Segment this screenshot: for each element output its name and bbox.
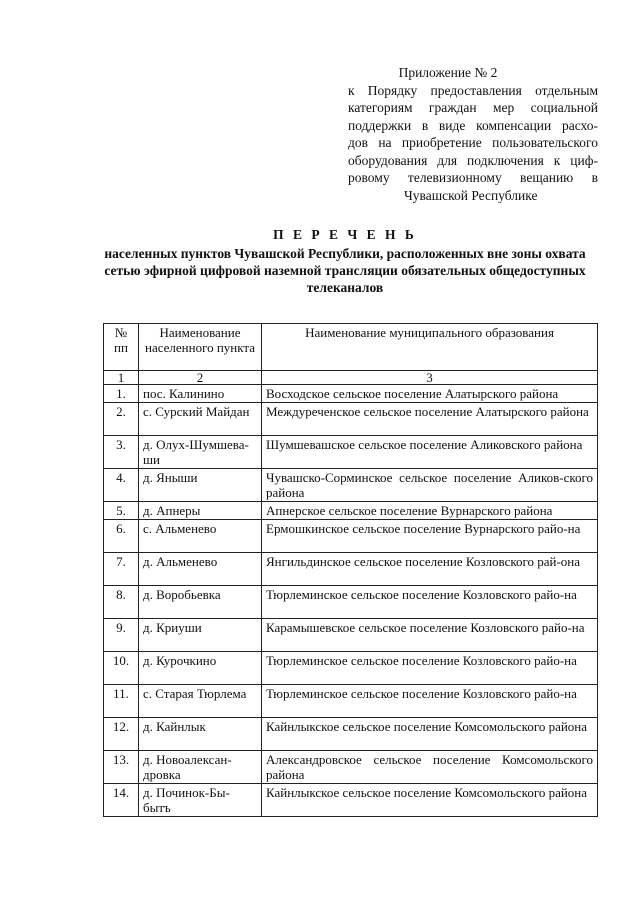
row-number: 9. [104, 619, 139, 652]
column-number-row [104, 371, 598, 385]
row-number: 6. [104, 520, 139, 553]
row-settlement: д. Починок-Бы-бытъ [139, 784, 262, 817]
row-number: 5. [104, 502, 139, 520]
row-municipality: Кайнлыкское сельское поселение Комсомольского района [262, 718, 598, 751]
row-settlement: с. Сурский Майдан [139, 403, 262, 436]
row-settlement: д. Курочкино [139, 652, 262, 685]
row-number: 14. [104, 784, 139, 817]
row-number: 2. [104, 403, 139, 436]
table-row [104, 436, 598, 469]
row-settlement: д. Апнеры [139, 502, 262, 520]
row-number: 12. [104, 718, 139, 751]
row-number: 1. [104, 385, 139, 403]
table-row [104, 520, 598, 553]
row-settlement: д. Кайнлык [139, 718, 262, 751]
row-number: 4. [104, 469, 139, 502]
row-settlement: д. Криуши [139, 619, 262, 652]
row-municipality: Шумшевашское сельское поселение Аликовского района [262, 436, 598, 469]
row-settlement: д. Воробьевка [139, 586, 262, 619]
row-number: 11. [104, 685, 139, 718]
appendix-line: дов на приобретение пользовательского [348, 135, 598, 150]
row-number: 8. [104, 586, 139, 619]
appendix-text [348, 82, 598, 187]
row-settlement: д. Олух-Шумшева-ши [139, 436, 262, 469]
table-row [104, 619, 598, 652]
row-municipality: Тюрлеминское сельское поселение Козловского райо-на [262, 586, 598, 619]
row-municipality: Чувашско-Сорминское сельское поселение Аликов-ского района [262, 469, 598, 502]
row-number: 10. [104, 652, 139, 685]
table-body [104, 385, 598, 817]
appendix-line: оборудования для подключения к циф- [348, 152, 598, 168]
table-row [104, 469, 598, 502]
row-settlement: с. Старая Тюрлема [139, 685, 262, 718]
table-row [104, 652, 598, 685]
table-row [104, 685, 598, 718]
table-row [104, 784, 598, 817]
appendix-line: ровому телевизионному вещанию в [348, 170, 598, 185]
table-row [104, 553, 598, 586]
appendix-title: Приложение № 2 [398, 65, 498, 80]
table-row [104, 586, 598, 619]
row-settlement: д. Яныши [139, 469, 262, 502]
header-municipality: Наименование муниципального образования [262, 324, 598, 371]
appendix-last-line: Чувашской Республике [404, 187, 538, 203]
row-number: 13. [104, 751, 139, 784]
appendix-line: категориям граждан мер социальной [348, 100, 598, 115]
row-municipality: Тюрлеминское сельское поселение Козловского райо-на [262, 652, 598, 685]
row-municipality: Восходское сельское поселение Алатырского района [262, 385, 598, 403]
appendix-block [348, 64, 598, 204]
heading-subtitle: населенных пунктов Чувашской Республики, расположенных вне зоны охвата сетью эфирной цифровой наземной трансляции обязательных общедоступных телеканалов [104, 246, 586, 295]
row-number: 7. [104, 553, 139, 586]
row-settlement: с. Альменево [139, 520, 262, 553]
row-municipality: Междуреченское сельское поселение Алатырского района [262, 403, 598, 436]
heading-title: П Е Р Е Ч Е Н Ь [273, 227, 417, 242]
row-settlement: д. Альменево [139, 553, 262, 586]
row-municipality: Карамышевское сельское поселение Козловского райо-на [262, 619, 598, 652]
row-municipality: Янгильдинское сельское поселение Козловского рай-она [262, 553, 598, 586]
row-municipality: Апнерское сельское поселение Вурнарского района [262, 502, 598, 520]
column-number: 3 [262, 371, 598, 385]
row-settlement: д. Новоалексан-дровка [139, 751, 262, 784]
row-municipality: Тюрлеминское сельское поселение Козловского райо-на [262, 685, 598, 718]
row-municipality: Кайнлыкское сельское поселение Комсомольского района [262, 784, 598, 817]
appendix-line: к Порядку предоставления отдельным [348, 82, 598, 98]
header-number: № пп [104, 324, 139, 371]
appendix-line: поддержки в виде компенсации расхо- [348, 117, 598, 133]
row-municipality: Александровское сельское поселение Комсомольского района [262, 751, 598, 784]
row-number: 3. [104, 436, 139, 469]
document-heading [100, 226, 590, 296]
settlements-table [103, 323, 598, 817]
table-row [104, 751, 598, 784]
row-municipality: Ермошкинское сельское поселение Вурнарского райо-на [262, 520, 598, 553]
table-row [104, 502, 598, 520]
table-row [104, 385, 598, 403]
column-number: 2 [139, 371, 262, 385]
header-settlement: Наименование населенного пункта [139, 324, 262, 371]
row-settlement: пос. Калинино [139, 385, 262, 403]
column-number: 1 [104, 371, 139, 385]
table-row [104, 403, 598, 436]
table-header-row [104, 324, 598, 371]
table-row [104, 718, 598, 751]
